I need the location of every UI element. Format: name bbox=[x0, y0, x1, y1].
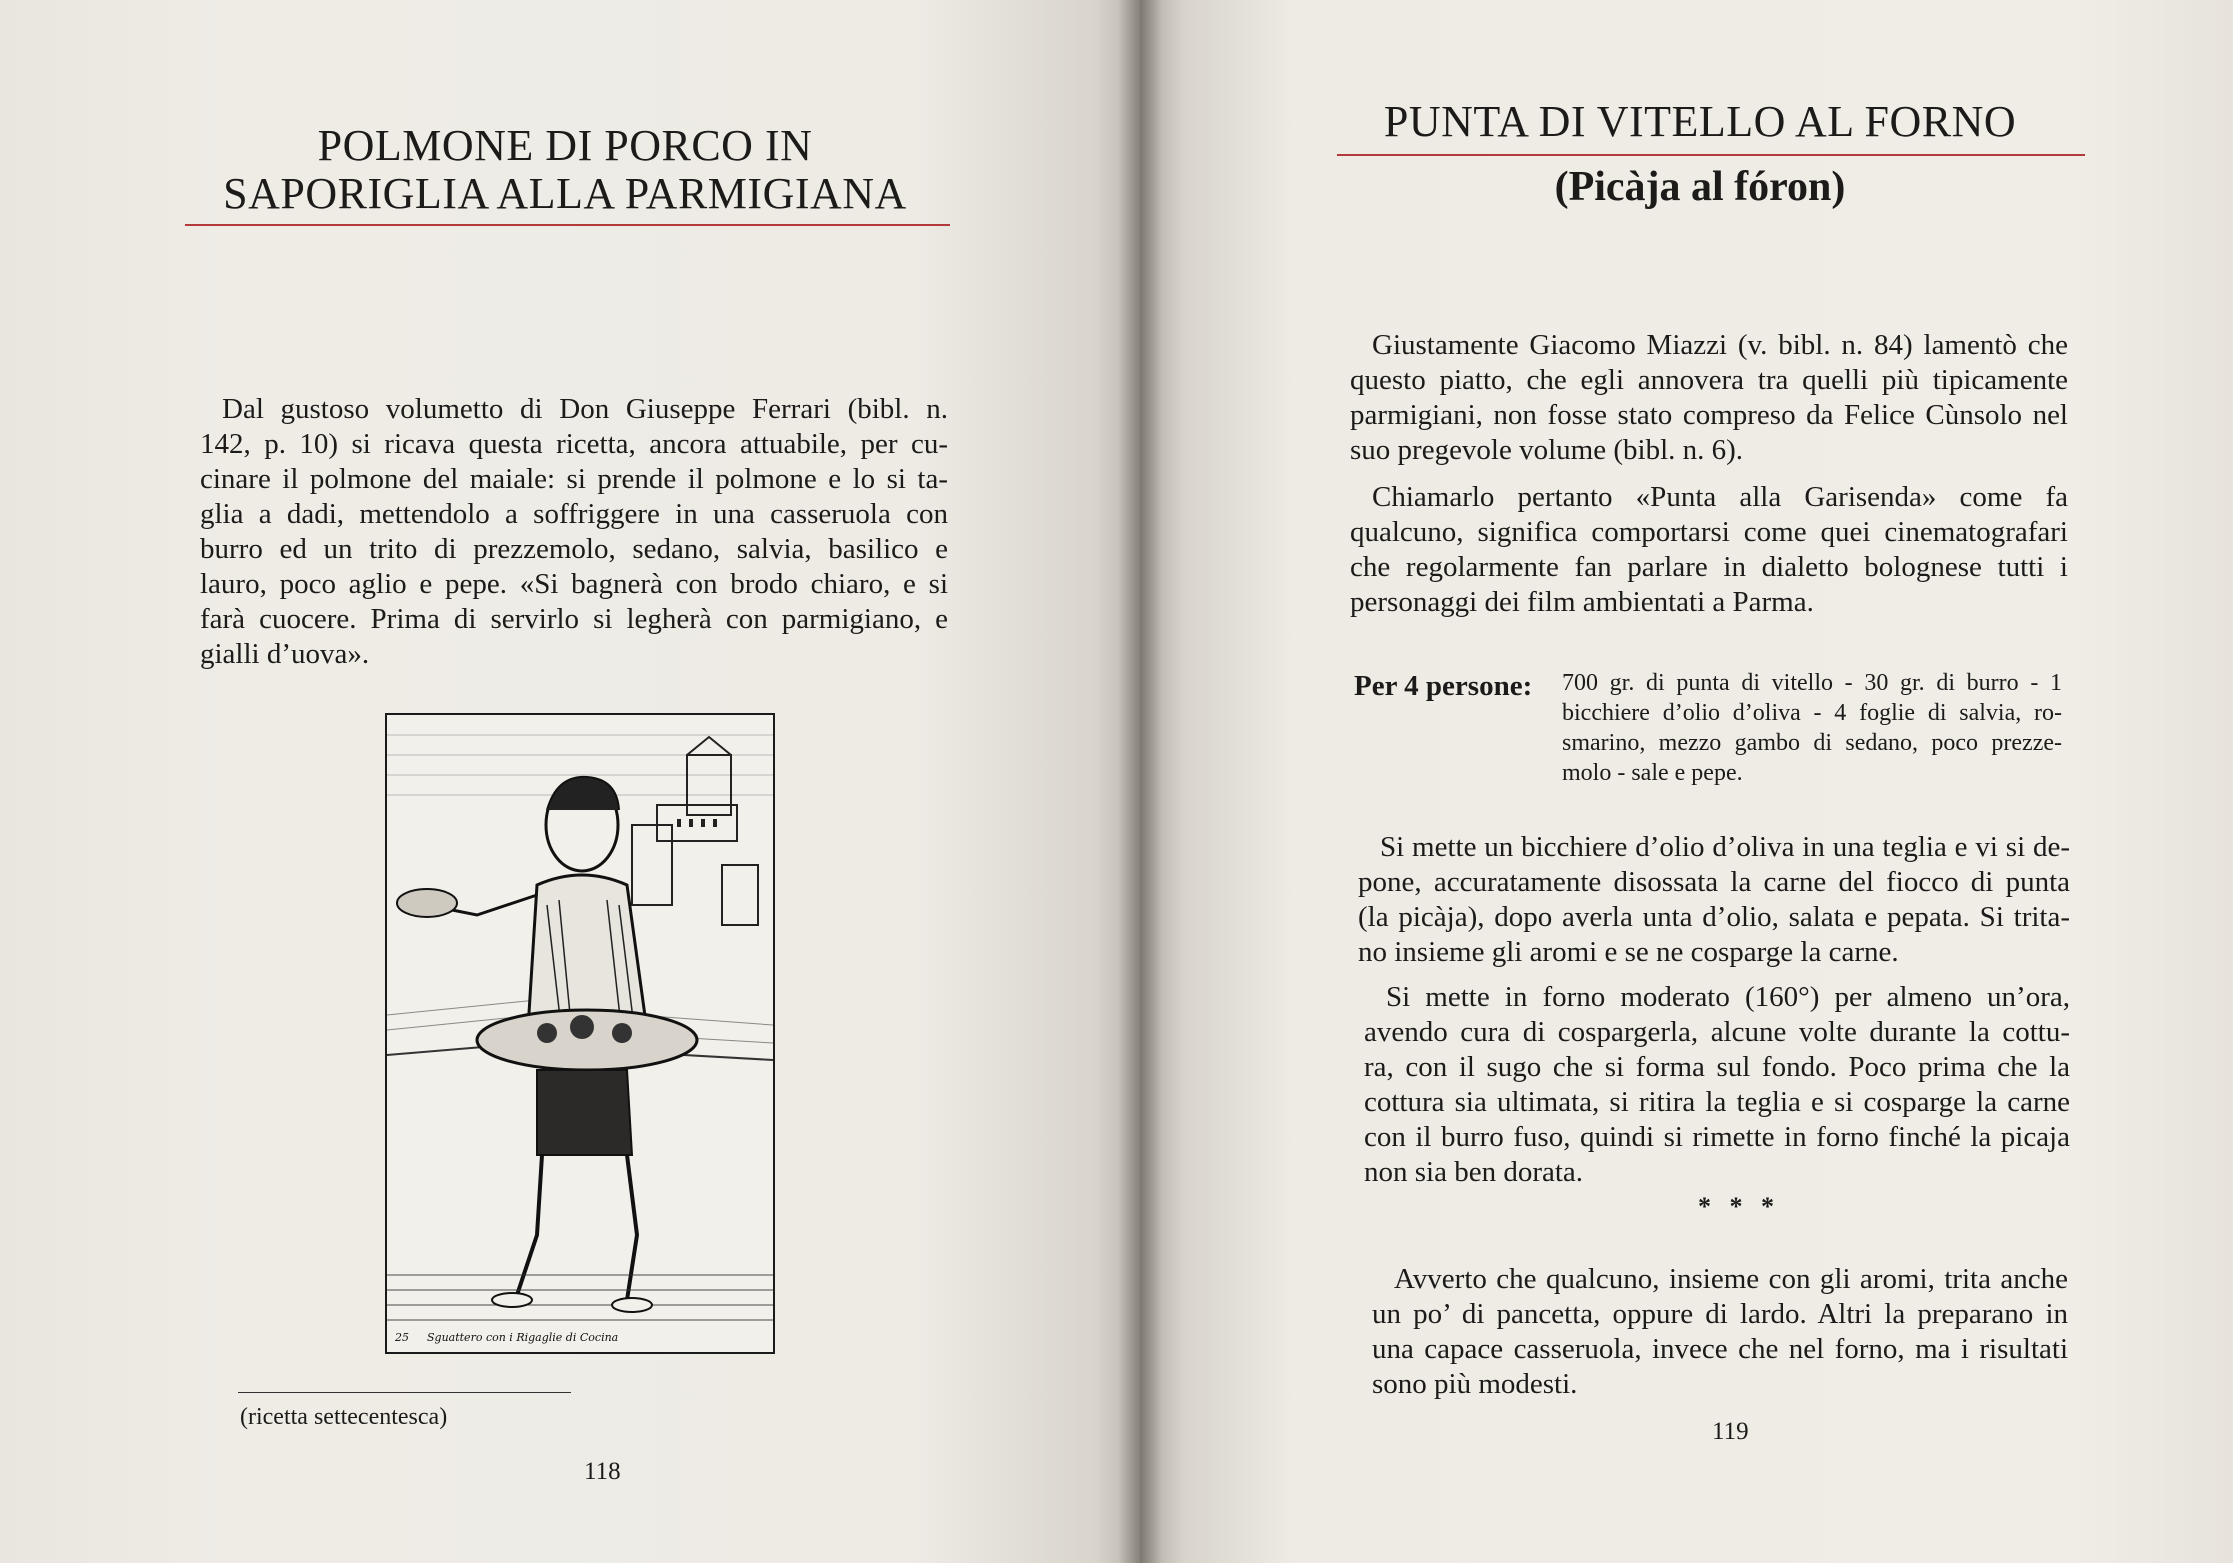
right-body-line: non sia ben dorata. bbox=[1364, 1156, 1584, 1188]
right-page bbox=[1140, 0, 2233, 1563]
footnote: (ricetta settecentesca) bbox=[240, 1404, 448, 1430]
right-body-line: qualcuno, significa comportarsi come quei cinematografari bbox=[1350, 516, 2068, 548]
right-title-rule bbox=[1337, 154, 2085, 156]
right-body-line: sono più modesti. bbox=[1372, 1368, 1578, 1400]
right-body-line: Si mette un bicchiere d’olio d’oliva in una teglia e vi si de- bbox=[1380, 831, 2070, 863]
right-body-line: suo pregevole volume (bibl. n. 6). bbox=[1350, 434, 1744, 466]
left-body-line: 142, p. 10) si ricava questa ricetta, ancora attuabile, per cu- bbox=[200, 428, 948, 460]
right-body-line: avendo cura di cospargerla, alcune volte durante la cottu- bbox=[1364, 1016, 2070, 1048]
right-title: PUNTA DI VITELLO AL FORNO bbox=[1383, 97, 2017, 146]
engraving-drawing bbox=[387, 715, 773, 1352]
footnote-rule bbox=[238, 1392, 571, 1393]
illustration-number: 25 bbox=[395, 1331, 409, 1344]
ingredients-label: Per 4 persone: bbox=[1354, 670, 1533, 702]
right-body-line: Avverto che qualcuno, insieme con gli aromi, trita anche bbox=[1394, 1263, 2068, 1295]
left-title-line1: POLMONE DI PORCO IN bbox=[317, 121, 813, 170]
right-body-line: pone, accuratamente disossata la carne del fiocco di punta bbox=[1358, 866, 2070, 898]
right-body-line: cottura sia ultimata, si ritira la teglia e si cosparge la carne bbox=[1364, 1086, 2070, 1118]
left-body-line: burro ed un trito di prezzemolo, sedano, salvia, basilico e bbox=[200, 533, 948, 565]
right-body-line: che regolarmente fan parlare in dialetto bolognese tutti i bbox=[1350, 551, 2068, 583]
right-body-line: Chiamarlo pertanto «Punta alla Garisenda» come fa bbox=[1372, 481, 2068, 513]
right-body-line: Si mette in forno moderato (160°) per almeno un’ora, bbox=[1386, 981, 2070, 1013]
engraving-illustration bbox=[385, 713, 775, 1354]
left-body-line: Dal gustoso volumetto di Don Giuseppe Ferrari (bibl. n. bbox=[222, 393, 948, 425]
section-separator: * * * bbox=[1698, 1192, 1780, 1221]
right-body-line: (la picàja), dopo averla unta d’olio, salata e pepata. Si trita- bbox=[1358, 901, 2070, 933]
right-body-line: una capace casseruola, invece che nel forno, ma i risultati bbox=[1372, 1333, 2068, 1365]
left-body-line: cinare il polmone del maiale: si prende il polmone e lo si ta- bbox=[200, 463, 948, 495]
illustration-caption: Sguattero con i Rigaglie di Cocina bbox=[427, 1331, 619, 1344]
right-body-line: ra, con il sugo che si forma sul fondo. Poco prima che la bbox=[1364, 1051, 2070, 1083]
right-body-line: con il burro fuso, quindi si rimette in forno finché la picaja bbox=[1364, 1121, 2070, 1153]
left-body-line: farà cuocere. Prima di servirlo si legherà con parmigiano, e bbox=[200, 603, 948, 635]
right-body-line: questo piatto, che egli annovera tra quelli più tipicamente bbox=[1350, 364, 2068, 396]
left-title-rule bbox=[185, 224, 950, 226]
ingredients-line: bicchiere d’olio d’oliva - 4 foglie di salvia, ro- bbox=[1562, 700, 2062, 726]
right-body-line: no insieme gli aromi e se ne cosparge la carne. bbox=[1358, 936, 1899, 968]
page-number-left: 118 bbox=[584, 1458, 621, 1485]
left-body-line: lauro, poco aglio e pepe. «Si bagnerà con brodo chiaro, e si bbox=[200, 568, 948, 600]
right-body-line: personaggi dei film ambientati a Parma. bbox=[1350, 586, 1814, 618]
right-body-line: Giustamente Giacomo Miazzi (v. bibl. n. 84) lamentò che bbox=[1372, 329, 2068, 361]
page-number-right: 119 bbox=[1712, 1418, 1749, 1445]
ingredients-line: smarino, mezzo gambo di sedano, poco prezze- bbox=[1562, 730, 2062, 756]
right-body-line: parmigiani, non fosse stato compreso da Felice Cùnsolo nel bbox=[1350, 399, 2068, 431]
left-body-line: gialli d’uova». bbox=[200, 638, 370, 670]
left-body-line: glia a dadi, mettendolo a soffriggere in una casseruola con bbox=[200, 498, 948, 530]
right-body-line: un po’ di pancetta, oppure di lardo. Altri la preparano in bbox=[1372, 1298, 2068, 1330]
right-subtitle: (Picàja al fóron) bbox=[1554, 164, 1846, 210]
book-gutter bbox=[1118, 0, 1162, 1563]
ingredients-line: molo - sale e pepe. bbox=[1562, 760, 1743, 786]
ingredients-line: 700 gr. di punta di vitello - 30 gr. di burro - 1 bbox=[1562, 670, 2062, 696]
left-title-line2: SAPORIGLIA ALLA PARMIGIANA bbox=[223, 169, 907, 218]
